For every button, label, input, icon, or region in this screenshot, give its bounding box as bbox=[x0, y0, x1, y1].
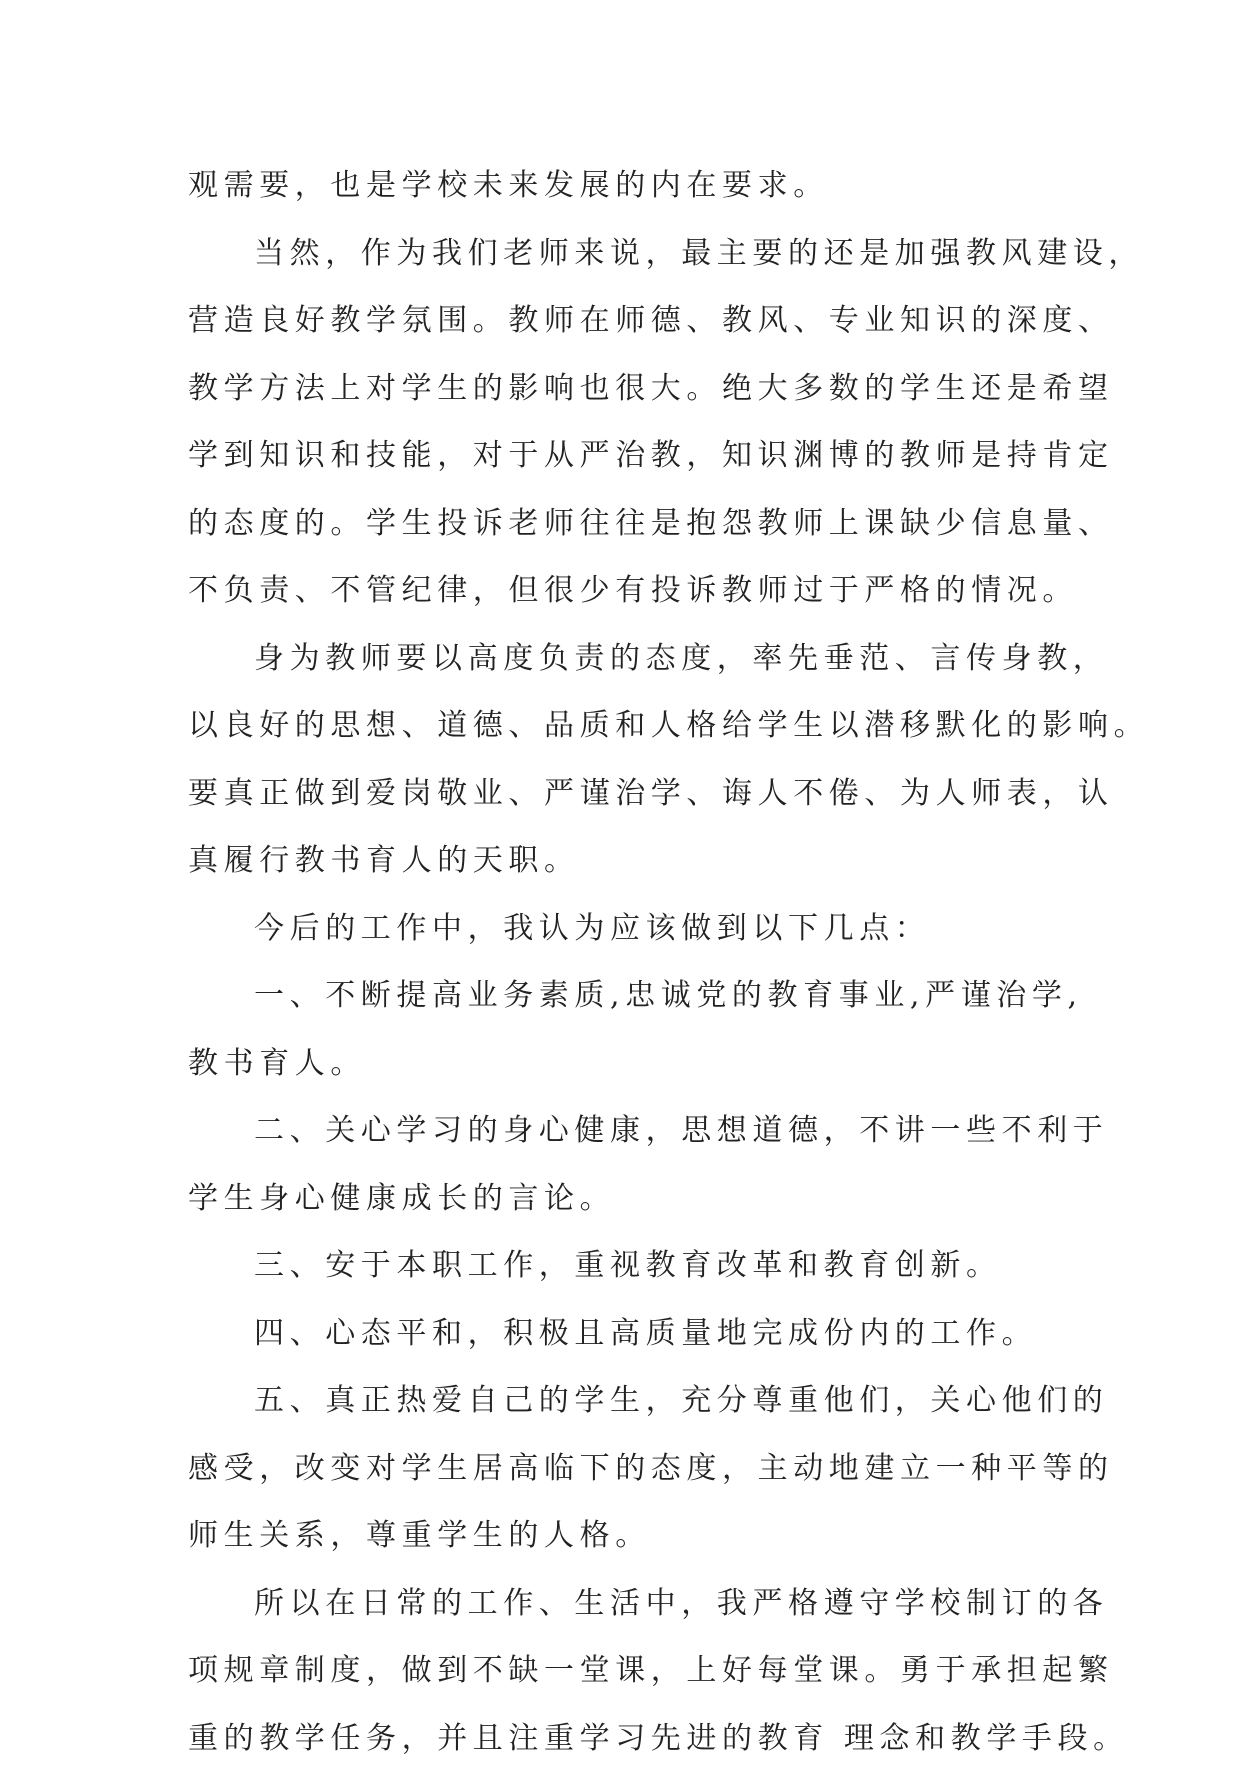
text-line: 二、关心学习的身心健康，思想道德，不讲一些不利于 bbox=[188, 1097, 1068, 1165]
text-line: 教书育人。 bbox=[188, 1030, 1068, 1098]
text-line: 感受，改变对学生居高临下的态度，主动地建立一种平等的 bbox=[188, 1435, 1068, 1503]
text-line: 以良好的思想、道德、品质和人格给学生以潜移默化的影响。 bbox=[188, 692, 1068, 760]
text-line: 学生身心健康成长的言论。 bbox=[188, 1165, 1068, 1233]
text-line: 五、真正热爱自己的学生，充分尊重他们，关心他们的 bbox=[188, 1367, 1068, 1435]
text-line: 要真正做到爱岗敬业、严谨治学、诲人不倦、为人师表，认 bbox=[188, 760, 1068, 828]
text-line: 观需要，也是学校未来发展的内在要求。 bbox=[188, 152, 1068, 220]
text-line: 学到知识和技能，对于从严治教，知识渊博的教师是持肯定 bbox=[188, 422, 1068, 490]
text-line: 四、心态平和，积极且高质量地完成份内的工作。 bbox=[188, 1300, 1068, 1368]
text-line: 今后的工作中，我认为应该做到以下几点： bbox=[188, 895, 1068, 963]
text-line: 所以在日常的工作、生活中，我严格遵守学校制订的各 bbox=[188, 1570, 1068, 1638]
document-body bbox=[188, 152, 1068, 1772]
text-line: 真履行教书育人的天职。 bbox=[188, 827, 1068, 895]
text-line: 三、安于本职工作，重视教育改革和教育创新。 bbox=[188, 1232, 1068, 1300]
text-line: 师生关系，尊重学生的人格。 bbox=[188, 1502, 1068, 1570]
text-line: 教学方法上对学生的影响也很大。绝大多数的学生还是希望 bbox=[188, 355, 1068, 423]
text-line: 不负责、不管纪律，但很少有投诉教师过于严格的情况。 bbox=[188, 557, 1068, 625]
text-line: 当然，作为我们老师来说，最主要的还是加强教风建设， bbox=[188, 220, 1068, 288]
text-line: 身为教师要以高度负责的态度，率先垂范、言传身教， bbox=[188, 625, 1068, 693]
text-line: 的态度的。学生投诉老师往往是抱怨教师上课缺少信息量、 bbox=[188, 490, 1068, 558]
text-line: 重的教学任务，并且注重学习先进的教育 理念和教学手段。 bbox=[188, 1705, 1068, 1772]
text-line: 项规章制度，做到不缺一堂课，上好每堂课。勇于承担起繁 bbox=[188, 1637, 1068, 1705]
text-line: 营造良好教学氛围。教师在师德、教风、专业知识的深度、 bbox=[188, 287, 1068, 355]
text-line: 一、不断提高业务素质,忠诚党的教育事业,严谨治学, bbox=[188, 962, 1068, 1030]
